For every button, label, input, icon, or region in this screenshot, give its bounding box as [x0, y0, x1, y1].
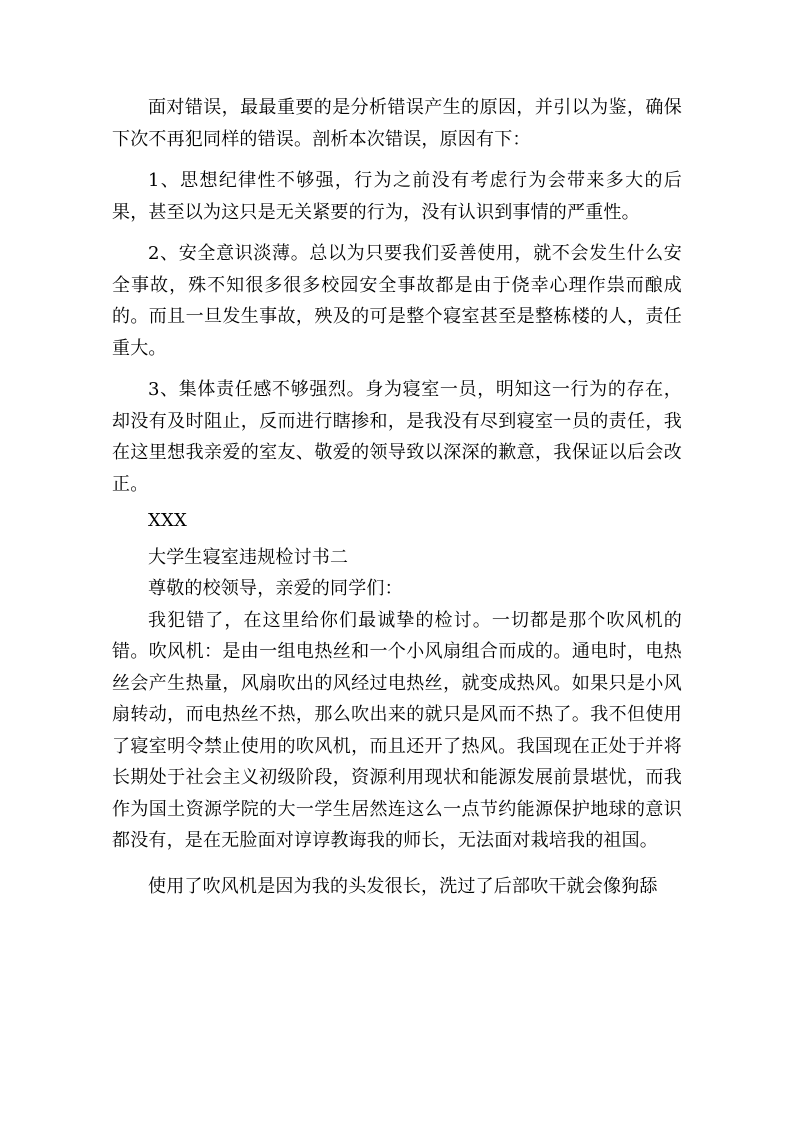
paragraph-reason-2: 2、安全意识淡薄。总以为只要我们妥善使用，就不会发生什么安全事故，殊不知很多很多校园安全事故都是由于侥幸心理作祟而酿成的。而且一旦发生事故，殃及的可是整个寝室甚至是整栋楼的人，责任重大。 — [112, 243, 682, 359]
paragraph-continuation: 使用了吹风机是因为我的头发很长，洗过了后部吹干就会像狗舔 — [148, 875, 658, 897]
paragraph-intro: 面对错误，最最重要的是分析错误产生的原因，并引以为鉴，确保下次不再犯同样的错误。剖析本次错误，原因有下： — [112, 97, 682, 150]
paragraph-reason-1: 1、思想纪律性不够强，行为之前没有考虑行为会带来多大的后果，甚至以为这只是无关紧要的行为，没有认识到事情的严重性。 — [112, 170, 682, 223]
document-body — [112, 92, 682, 902]
salutation: 尊敬的校领导，亲爱的同学们： — [148, 578, 403, 599]
section-title: 大学生寝室违规检讨书二 — [148, 546, 349, 568]
paragraph-reason-3: 3、集体责任感不够强烈。身为寝室一员，明知这一行为的存在，却没有及时阻止，反而进行瞎掺和，是我没有尽到寝室一员的责任，我在这里想我亲爱的室友、敬爱的领导致以深深的歉意，我保证以后会改正。 — [112, 379, 682, 495]
signature: XXX — [148, 510, 188, 531]
paragraph-main: 我犯错了，在这里给你们最诚挚的检讨。一切都是那个吹风机的错。吹风机：是由一组电热丝和一个小风扇组合而成的。通电时，电热丝会产生热量，风扇吹出的风经过电热丝，就变成热风。如果只是小风扇转动，而电热丝不热，那么吹出来的就只是风而不热了。我不但使用了寝室明令禁止使用的吹风机，而且还开了热风。我国现在正处于并将长期处于社会主义初级阶段，资源利用现状和能源发展前景堪忧，而我作为国土资源学院的大一学生居然连这么一点节约能源保护地球的意识都没有，是在无脸面对谆谆教诲我的师长，无法面对栽培我的祖国。 — [112, 609, 682, 851]
